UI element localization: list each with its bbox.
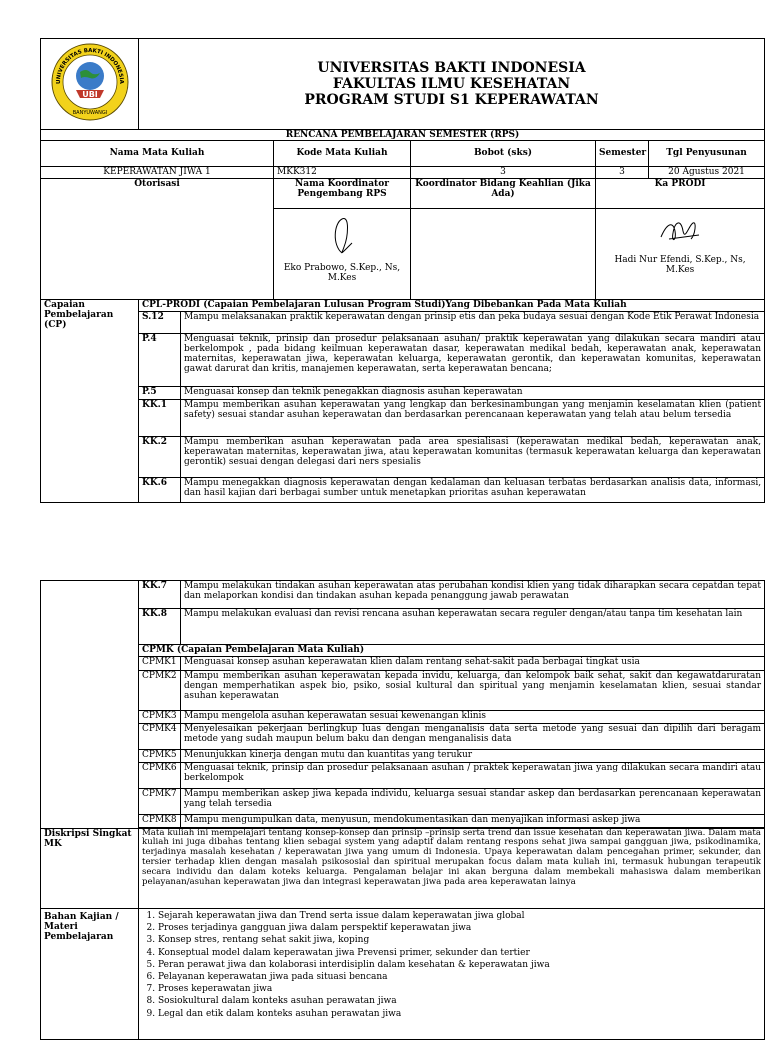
course-semester-value: 3 [596, 166, 649, 178]
university-name: UNIVERSITAS BAKTI INDONESIA [317, 59, 586, 76]
cpl-code: P.4 [139, 334, 181, 387]
materials-cell [139, 909, 765, 1040]
rps-page-2 [40, 580, 765, 1040]
cpmk-code: CPMK6 [139, 763, 181, 789]
cpl-code: S.12 [139, 311, 181, 334]
course-name-value: KEPERAWATAN JIWA 1 [41, 166, 274, 178]
cpmk-code: CPMK8 [139, 815, 181, 827]
cpl-text: Menguasai konsep dan teknik penegakkan diagnosis asuhan keperawatan [181, 387, 765, 399]
list-item: 1. Sejarah keperawatan jiwa dan Trend serta issue dalam keperawatan jiwa global [158, 910, 761, 922]
coordinator-field-signature-cell [411, 208, 596, 300]
cpmk-text: Mampu memberikan asuhan keperawatan kepada invidu, keluarga, dan kelompok baik sehat, sakit dan kegawatdaruratan dengan memperhatikan aspek bio, psiko, sosial kultural dan spiritual yang menjamin keselamatan klien, sesuai standar asuhan keperawatan [181, 670, 765, 710]
cpmk-code: CPMK4 [139, 723, 181, 749]
head-label: Ka PRODI [596, 179, 765, 208]
coordinator-field-label: Koordinator Bidang Keahlian (Jika Ada) [411, 179, 596, 208]
cpl-header: CPL-PRODI (Capaian Pembelajaran Lulusan Program Studi)Yang Dibebankan Pada Mata Kuliah [139, 300, 765, 311]
head-name: Hadi Nur Efendi, S.Kep., Ns, M.Kes [614, 254, 746, 275]
faculty-name: FAKULTAS ILMU KESEHATAN [332, 75, 571, 92]
cpl-code: KK.6 [139, 477, 181, 502]
university-header [139, 39, 765, 130]
cpl-text: Mampu melakukan tindakan asuhan keperawatan atas perubahan kondisi klien yang tidak diharapkan secara cepatdan tepat dan melaporkan kondisi dan tindakan asuhan kepada penanggung jawab perawatan [181, 581, 765, 609]
course-weight-value: 3 [411, 166, 596, 178]
course-name-header: Nama Mata Kuliah [41, 140, 274, 166]
description-text: Mata kuliah ini mempelajari tentang konsep-konsep dan prinsip –prinsip serta trend dan issue kesehatan dan keperawatan jiwa. Dalam mata kuliah ini juga dibahas tentang klien sebagai system yang adaptif dalam rentang respons sehat jiwa sampai gangguan jiwa, psikodinamika, terjadinya masalah kesehatan / keperawatan jiwa yang umum di Indonesia. Upaya keperawatan dalam pencegahan primer, sekunder, dan tersier terhadap klien dengan masalah psikososial dan spiritual merupakan focus dalam mata kuliah ini, termasuk hubungan terapeutik secara individu dan dalam koteks keluarga. Pengalaman belajar ini akan berguna dalam membekali mahasiswa dalam memberikan pelayanan/asuhan keperawatan jiwa dan integrasi keperawatan jiwa pada area keperawatan lainya [139, 828, 765, 909]
authorization-label: Otorisasi [41, 179, 274, 300]
coordinator-rps-label: Nama Koordinator Pengembang RPS [274, 179, 411, 208]
signature-coordinator [322, 213, 362, 259]
cpmk-text: Menyelesaikan pekerjaan berlingkup luas dengan menganalisis data serta metode yang sesuai dan dipilih dari beragam metode yang sudah maupun belum baku dan dengan menganalisis data [181, 723, 765, 749]
cpl-text: Mampu menegakkan diagnosis keperawatan dengan kedalaman dan keluasan terbatas berdasarkan analisis data, informasi, dan hasil kajian dari berbagai sumber untuk menetapkan prioritas asuhan keperawatan [181, 477, 765, 502]
cpmk-code: CPMK5 [139, 750, 181, 763]
signature-head [655, 213, 705, 249]
rps-title: RENCANA PEMBELAJARAN SEMESTER (RPS) [41, 129, 765, 140]
cpmk-code: CPMK2 [139, 670, 181, 710]
coordinator-rps-name: Eko Prabowo, S.Kep., Ns, M.Kes [283, 262, 401, 283]
cpmk-text: Menguasai teknik, prinsip dan prosedur pelaksanaan asuhan / praktek keperawatan jiwa yang dilakukan secara mandiri atau berkelompok [181, 763, 765, 789]
cpl-text: Mampu melakukan evaluasi dan revisi rencana asuhan keperawatan secara reguler dengan/atau tanpa tim kesehatan lain [181, 609, 765, 645]
course-date-header: Tgl Penyusunan [649, 140, 765, 166]
cpmk-code: CPMK3 [139, 710, 181, 723]
list-item: 3. Konsep stres, rentang sehat sakit jiwa, koping [158, 934, 761, 946]
rps-page-1 [40, 38, 765, 503]
cpl-text: Mampu memberikan asuhan keperawatan yang lengkap dan berkesinambungan yang menjamin keselamatan klien (patient safety) sesuai standar asuhan keperawatan dan berdasarkan perencanaan keperawatan yang telah atau belum tersedia [181, 399, 765, 436]
cpl-code: KK.1 [139, 399, 181, 436]
cpmk-text: Mampu mengelola asuhan keperawatan sesuai kewenangan klinis [181, 710, 765, 723]
cpl-code: KK.8 [139, 609, 181, 645]
head-signature-cell [596, 208, 765, 300]
list-item: 5. Peran perawat jiwa dan kolaborasi interdisiplin dalam kesehatan & keperawatan jiwa [158, 959, 761, 971]
cpmk-text: Mampu mengumpulkan data, menyusun, mendokumentasikan dan menyajikan informasi askep jiwa [181, 815, 765, 827]
logo-cell [41, 39, 139, 130]
cpl-code: KK.2 [139, 437, 181, 478]
list-item: 7. Proses keperawatan jiwa [158, 983, 761, 995]
cpl-text: Menguasai teknik, prinsip dan prosedur pelaksanaan asuhan/ praktik keperawatan yang dilakukan secara mandiri atau berkelompok , pada bidang keilmuan keperawatan dasar, keperawatan medikal bedah, keperawatan anak, keperawatan maternitas, keperawatan jiwa, keperawatan keluarga, keperawatan gerontik, dan keperawatan komunitas, keperawatan gawat darurat dan kritis, manajemen keperawatan, serta keperawatan bencana; [181, 334, 765, 387]
cpmk-header: CPMK (Capaian Pembelajaran Mata Kuliah) [139, 645, 765, 657]
cpmk-text: Mampu memberikan askep jiwa kepada individu, keluarga sesuai standar askep dan berdasarkan perencanaan keperawatan yang telah tersedia [181, 789, 765, 815]
list-item: 6. Pelayanan keperawatan jiwa pada situasi bencana [158, 971, 761, 983]
cpl-text: Mampu memberikan asuhan keperawatan pada area spesialisasi (keperawatan medikal bedah, keperawatan anak, keperawatan maternitas, keperawatan jiwa, atau keperawatan komunitas (termasuk keperawatan keluarga dan keperawatan gerontik) sesuai dengan delegasi dari ners spesialis [181, 437, 765, 478]
list-item: 4. Konseptual model dalam keperawatan jiwa Prevensi primer, sekunder dan tertier [158, 947, 761, 959]
coordinator-rps-signature-cell [274, 208, 411, 300]
cpl-code: P.5 [139, 387, 181, 399]
logo-ring-text: UNIVERSITAS BAKTI INDONESIA [55, 48, 124, 85]
materials-label: Bahan Kajian / Materi Pembelajaran [41, 909, 139, 1040]
cp-continuation-cell [41, 581, 139, 829]
cpmk-code: CPMK1 [139, 657, 181, 670]
course-semester-header: Semester [596, 140, 649, 166]
cpl-code: KK.7 [139, 581, 181, 609]
list-item: 9. Legal dan etik dalam konteks asuhan perawatan jiwa [158, 1008, 761, 1020]
materials-list [142, 910, 761, 1020]
course-code-value: MKK312 [274, 166, 411, 178]
cpl-text: Mampu melaksanakan praktik keperawatan dengan prinsip etis dan peka budaya sesuai dengan Kode Etik Perawat Indonesia [181, 311, 765, 334]
cpmk-text: Menguasai konsep asuhan keperawatan klien dalam rentang sehat-sakit pada berbagai tingkat usia [181, 657, 765, 670]
course-code-header: Kode Mata Kuliah [274, 140, 411, 166]
program-name: PROGRAM STUDI S1 KEPERAWATAN [304, 91, 599, 108]
cpmk-code: CPMK7 [139, 789, 181, 815]
list-item: 8. Sosiokultural dalam konteks asuhan perawatan jiwa [158, 995, 761, 1007]
cpmk-text: Menunjukkan kinerja dengan mutu dan kuantitas yang terukur [181, 750, 765, 763]
logo-city: BANYUWANGI [72, 110, 107, 117]
logo-abbr: UBI [81, 90, 98, 100]
cp-label: Capaian Pembelajaran (CP) [41, 300, 139, 503]
list-item: 2. Proses terjadinya gangguan jiwa dalam perspektif keperawatan jiwa [158, 922, 761, 934]
course-weight-header: Bobot (sks) [411, 140, 596, 166]
course-date-value: 20 Agustus 2021 [649, 166, 765, 178]
university-logo [48, 42, 132, 122]
description-label: Diskripsi Singkat MK [41, 828, 139, 909]
